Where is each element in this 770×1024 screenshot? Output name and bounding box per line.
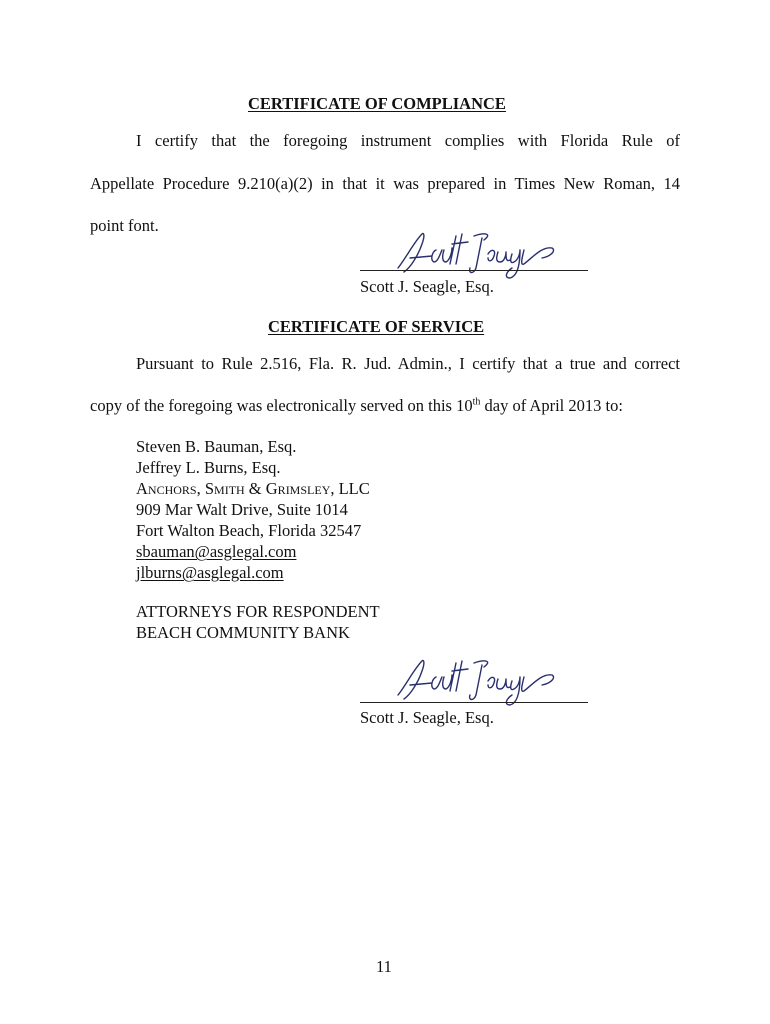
recipient-street: 909 Mar Walt Drive, Suite 1014 bbox=[136, 500, 348, 519]
service-heading: CERTIFICATE OF SERVICE bbox=[268, 317, 485, 336]
service-signer-name: Scott J. Seagle, Esq. bbox=[360, 708, 494, 727]
recipient-name-1: Steven B. Bauman, Esq. bbox=[136, 437, 297, 456]
signature-image bbox=[392, 228, 562, 280]
service-line-1: Pursuant to Rule 2.516, Fla. R. Jud. Admin., I certify that a true and correct bbox=[136, 354, 680, 373]
service-line-2-rest: day of April 2013 to: bbox=[480, 396, 623, 415]
attorneys-role-1: ATTORNEYS FOR RESPONDENT bbox=[136, 602, 380, 621]
attorneys-role-2: BEACH COMMUNITY BANK bbox=[136, 623, 350, 642]
compliance-heading: CERTIFICATE OF COMPLIANCE bbox=[248, 94, 506, 113]
signature-line bbox=[360, 270, 588, 271]
recipient-email-1[interactable]: sbauman@asglegal.com bbox=[136, 542, 297, 561]
recipient-firm: Anchors, Smith & Grimsley, LLC bbox=[136, 479, 370, 498]
compliance-line-3: point font. bbox=[90, 216, 159, 235]
ordinal-suffix: th bbox=[472, 396, 481, 408]
service-line-2 bbox=[90, 396, 623, 416]
recipient-name-2: Jeffrey L. Burns, Esq. bbox=[136, 458, 281, 477]
recipient-email-2[interactable]: jlburns@asglegal.com bbox=[136, 563, 284, 582]
signature-line-2 bbox=[360, 702, 588, 703]
service-line-2-text: copy of the foregoing was electronically served on this 10 bbox=[90, 396, 473, 415]
recipient-city: Fort Walton Beach, Florida 32547 bbox=[136, 521, 362, 540]
page-number: 11 bbox=[376, 957, 392, 976]
compliance-line-2: Appellate Procedure 9.210(a)(2) in that it was prepared in Times New Roman, 14 bbox=[90, 174, 680, 193]
compliance-line-1: I certify that the foregoing instrument complies with Florida Rule of bbox=[136, 131, 680, 150]
compliance-signer-name: Scott J. Seagle, Esq. bbox=[360, 277, 494, 296]
signature-image-2 bbox=[392, 655, 562, 707]
